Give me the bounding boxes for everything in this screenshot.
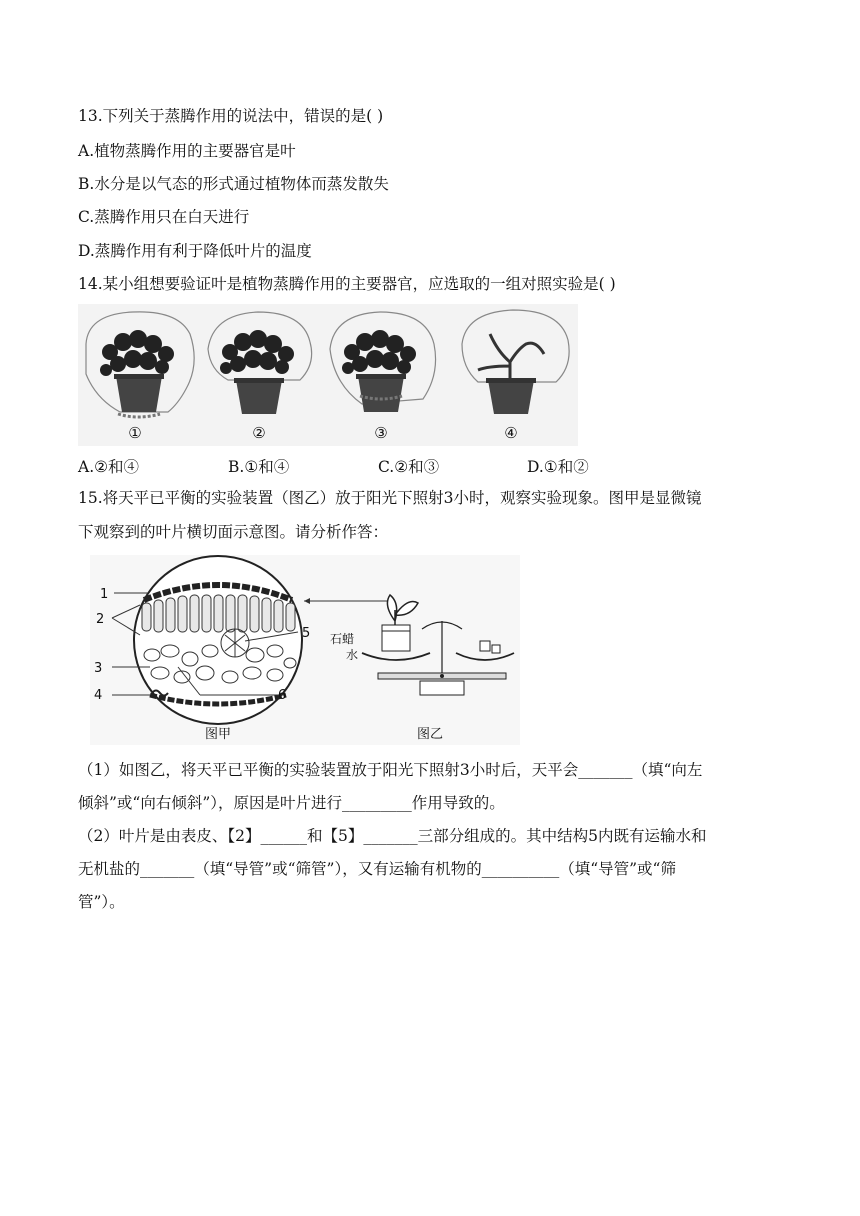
figure-label-3: ③ bbox=[374, 424, 388, 442]
q13-option-b: B.水分是以气态的形式通过植物体而蒸发散失 bbox=[78, 175, 389, 193]
q15-part1-line2: 倾斜”或“向右倾斜”），原因是叶片进行_________作用导致的。 bbox=[78, 794, 505, 812]
figure-label-2: ② bbox=[252, 424, 266, 442]
figure-label-1: ① bbox=[128, 424, 142, 442]
q13-option-a: A.植物蒸腾作用的主要器官是叶 bbox=[78, 142, 296, 160]
structure-number-5: 5 bbox=[302, 626, 311, 641]
caption-yi: 图乙 bbox=[416, 727, 444, 742]
q14-stem: 14.某小组想要验证叶是植物蒸腾作用的主要器官，应选取的一组对照实验是( ) bbox=[78, 275, 616, 293]
q14-option-b: B.①和④ bbox=[228, 458, 290, 476]
q14-option-c: C.②和③ bbox=[378, 458, 440, 476]
q13-stem: 13.下列关于蒸腾作用的说法中，错误的是( ) bbox=[78, 107, 384, 125]
structure-number-2: 2 bbox=[96, 612, 105, 627]
label-water: 水 bbox=[346, 648, 359, 662]
q14-option-d: D.①和② bbox=[527, 458, 589, 476]
q15-part2-line1: （2）叶片是由表皮、【2】______和【5】_______三部分组成的。其中结构5内既有运输水和 bbox=[78, 827, 707, 845]
q13-option-c: C.蒸腾作用只在白天进行 bbox=[78, 208, 250, 226]
q15-part1-line1: （1）如图乙，将天平已平衡的实验装置放于阳光下照射3小时后，天平会_______（填“向左 bbox=[78, 761, 703, 779]
structure-number-1: 1 bbox=[100, 587, 109, 602]
q15-stem-line1: 15.将天平已平衡的实验装置（图乙）放于阳光下照射3小时，观察实验现象。图甲是显微镜 bbox=[78, 489, 702, 507]
q14-option-a: A.②和④ bbox=[78, 458, 140, 476]
q15-part2-line3: 管”）。 bbox=[78, 893, 125, 911]
q13-option-d: D.蒸腾作用有利于降低叶片的温度 bbox=[78, 242, 312, 260]
label-wax: 石蜡 bbox=[330, 632, 355, 646]
q15-part2-line2: 无机盐的_______（填“导管”或“筛管”），又有运输有机物的__________（填“导管”或“筛 bbox=[78, 860, 676, 878]
q14-options bbox=[78, 455, 718, 475]
figure-label-4: ④ bbox=[504, 424, 518, 442]
q15-leaf-balance-figure bbox=[90, 555, 520, 745]
caption-jia: 图甲 bbox=[204, 727, 232, 742]
structure-number-6: 6 bbox=[278, 688, 287, 703]
structure-number-3: 3 bbox=[94, 661, 103, 676]
q14-plant-figure bbox=[78, 304, 578, 446]
q15-stem-line2: 下观察到的叶片横切面示意图。请分析作答： bbox=[78, 523, 389, 541]
structure-number-4: 4 bbox=[94, 688, 103, 703]
